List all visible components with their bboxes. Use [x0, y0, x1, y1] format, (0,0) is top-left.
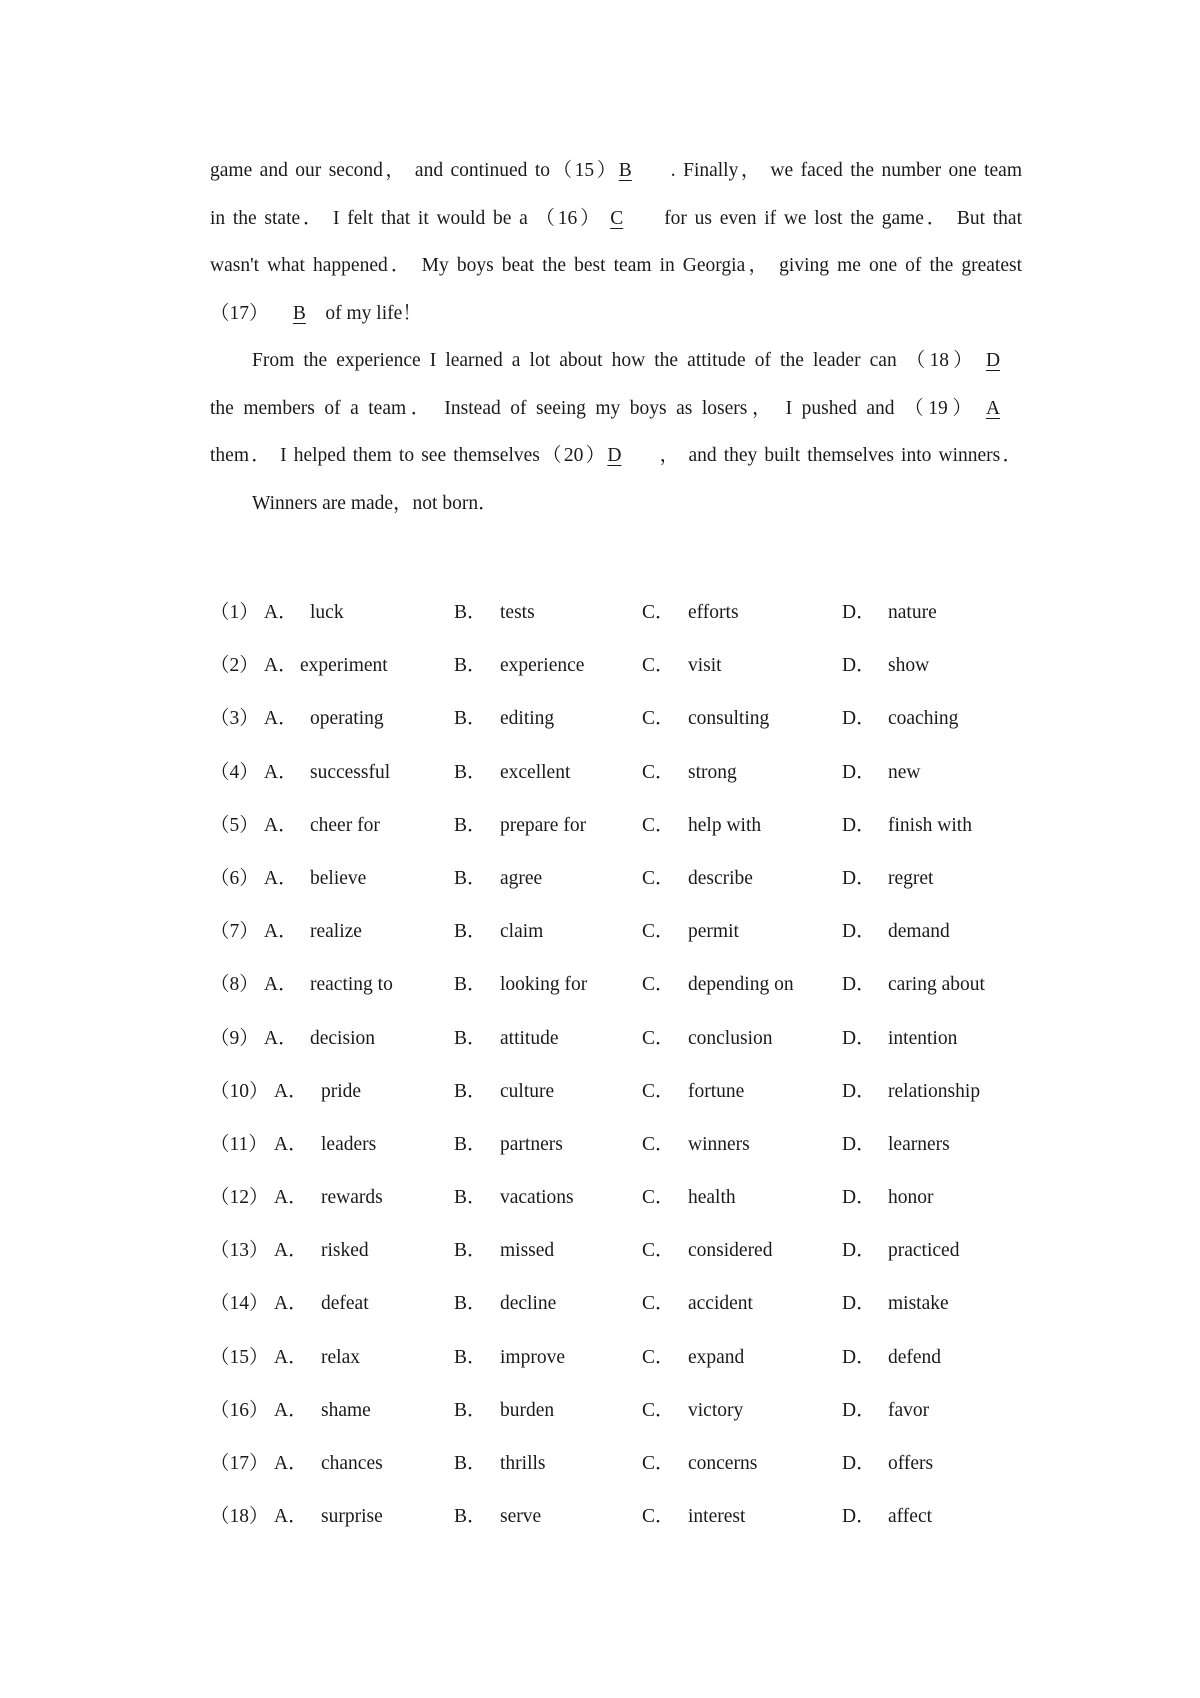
option-text-d: learners	[888, 1133, 950, 1155]
option-text-b: thrills	[500, 1453, 546, 1474]
option-label-c: C．	[642, 974, 675, 996]
option-row	[210, 905, 1022, 958]
option-label-b: B．	[454, 1399, 487, 1421]
option-text-c: strong	[688, 761, 737, 783]
question-number: （18）	[210, 1506, 269, 1528]
option-label-a: A．	[274, 1506, 308, 1528]
option-text-d: regret	[888, 867, 934, 889]
option-text-b: attitude	[500, 1027, 559, 1049]
option-label-d: D．	[842, 1399, 876, 1421]
option-label-d: D．	[842, 1453, 876, 1474]
option-text-a: pride	[321, 1080, 362, 1102]
passage-line	[210, 290, 1022, 338]
option-label-d: D．	[842, 602, 876, 623]
question-number: （7）	[210, 921, 259, 943]
option-text-c: help with	[688, 814, 762, 836]
option-label-b: B．	[454, 814, 487, 836]
option-label-b: B．	[454, 1240, 487, 1262]
option-label-c: C．	[642, 1027, 675, 1049]
question-number: （2）	[210, 655, 259, 677]
option-row	[210, 692, 1022, 745]
passage	[210, 147, 1022, 527]
option-label-c: C．	[642, 1293, 675, 1315]
option-text-c: permit	[688, 921, 739, 943]
option-label-b: B．	[454, 602, 487, 623]
option-row	[210, 1012, 1022, 1065]
option-text-b: tests	[500, 602, 535, 623]
option-label-a: A．	[274, 1133, 308, 1155]
option-text-b: editing	[500, 708, 555, 730]
option-row	[210, 852, 1022, 905]
option-label-b: B．	[454, 921, 487, 943]
question-number: （1）	[210, 602, 259, 623]
question-number: （6）	[210, 867, 259, 889]
passage-line	[210, 337, 1022, 385]
option-text-b: vacations	[500, 1187, 574, 1209]
option-text-c: visit	[688, 655, 722, 677]
option-row	[210, 1065, 1022, 1118]
answer-blank: C	[610, 207, 624, 229]
answer-blank: B	[292, 302, 306, 324]
passage-text: ， and they built themselves into winners．	[657, 445, 1022, 466]
option-text-b: partners	[500, 1133, 563, 1155]
question-number: （9）	[210, 1027, 259, 1049]
question-number: （5）	[210, 814, 259, 836]
option-label-a: A．	[274, 1080, 308, 1102]
option-label-c: C．	[642, 602, 675, 623]
option-label-c: C．	[642, 1453, 675, 1474]
passage-line	[210, 385, 1022, 433]
option-label-c: C．	[642, 655, 675, 677]
option-label-d: D．	[842, 1346, 876, 1368]
option-row	[210, 1118, 1022, 1171]
option-text-a: reacting to	[310, 974, 393, 996]
option-label-b: B．	[454, 974, 487, 996]
question-number: （15）	[210, 1346, 269, 1368]
option-row	[210, 639, 1022, 692]
option-text-a: rewards	[321, 1187, 383, 1209]
option-label-a: A．	[274, 1453, 308, 1474]
option-label-a: A．	[264, 921, 298, 943]
option-row	[210, 1437, 1022, 1490]
option-row	[210, 1224, 1022, 1277]
answer-blank: D	[986, 350, 1001, 371]
option-text-c: concerns	[688, 1453, 758, 1474]
question-number: （13）	[210, 1240, 269, 1262]
option-text-d: new	[888, 761, 921, 783]
option-label-c: C．	[642, 1506, 675, 1528]
option-label-a: A．	[264, 708, 298, 730]
option-text-d: favor	[888, 1399, 930, 1421]
option-text-d: coaching	[888, 708, 959, 730]
option-label-c: C．	[642, 1187, 675, 1209]
option-label-b: B．	[454, 1133, 487, 1155]
option-text-a: surprise	[321, 1506, 383, 1528]
option-label-c: C．	[642, 1399, 675, 1421]
passage-line: wasn't what happened． My boys beat the best team in Georgia， giving me one of the greatest	[210, 255, 1022, 276]
option-label-c: C．	[642, 761, 675, 783]
option-row	[210, 586, 1022, 639]
option-text-a: successful	[310, 761, 391, 783]
options-list	[210, 586, 1022, 1543]
option-text-b: burden	[500, 1399, 555, 1421]
option-label-a: A．	[274, 1399, 308, 1421]
option-label-d: D．	[842, 1080, 876, 1102]
option-text-b: experience	[500, 655, 585, 677]
option-label-a: A．	[264, 655, 298, 677]
option-text-c: accident	[688, 1293, 753, 1315]
option-label-a: A．	[264, 867, 298, 889]
option-label-b: B．	[454, 1506, 487, 1528]
option-text-a: realize	[310, 921, 362, 943]
option-text-b: excellent	[500, 761, 571, 783]
passage-line	[210, 432, 1022, 480]
option-text-b: missed	[500, 1240, 555, 1262]
option-text-d: honor	[888, 1187, 934, 1209]
option-text-a: believe	[310, 867, 367, 889]
passage-text: of my life！	[325, 302, 422, 324]
option-label-b: B．	[454, 761, 487, 783]
option-label-c: C．	[642, 708, 675, 730]
option-label-b: B．	[454, 1293, 487, 1315]
answer-blank: B	[618, 160, 632, 181]
option-label-d: D．	[842, 708, 876, 730]
passage-text: （17）	[210, 302, 269, 324]
option-text-a: cheer for	[310, 814, 380, 836]
option-label-d: D．	[842, 814, 876, 836]
option-label-d: D．	[842, 1027, 876, 1049]
question-number: （3）	[210, 708, 259, 730]
option-text-c: health	[688, 1187, 736, 1209]
option-label-a: A．	[274, 1346, 308, 1368]
option-label-d: D．	[842, 974, 876, 996]
option-label-d: D．	[842, 1133, 876, 1155]
option-row	[210, 1490, 1022, 1543]
passage-text: for us even if we lost the game． But that	[664, 207, 1022, 229]
option-text-a: chances	[321, 1453, 383, 1474]
option-text-a: risked	[321, 1240, 369, 1262]
option-row	[210, 1171, 1022, 1224]
option-label-c: C．	[642, 1240, 675, 1262]
option-text-b: looking for	[500, 974, 588, 996]
passage-line	[210, 147, 1022, 195]
option-text-c: fortune	[688, 1080, 745, 1102]
question-number: （17）	[210, 1453, 269, 1474]
passage-text: game and our second， and continued to（15）	[210, 160, 619, 181]
option-text-d: defend	[888, 1346, 942, 1368]
option-label-d: D．	[842, 761, 876, 783]
question-number: （14）	[210, 1293, 269, 1315]
option-label-b: B．	[454, 867, 487, 889]
passage-line	[210, 195, 1022, 243]
option-text-a: experiment	[300, 655, 388, 677]
option-text-c: victory	[688, 1399, 744, 1421]
option-text-b: prepare for	[500, 814, 587, 836]
option-row	[210, 1277, 1022, 1330]
option-label-a: A．	[264, 602, 298, 623]
question-number: （12）	[210, 1187, 269, 1209]
option-label-d: D．	[842, 1240, 876, 1262]
option-row	[210, 1384, 1022, 1437]
option-text-d: offers	[888, 1453, 934, 1474]
option-label-d: D．	[842, 1506, 876, 1528]
passage-text: them． I helped them to see themselves（20）	[210, 445, 608, 466]
option-text-d: demand	[888, 921, 950, 943]
option-text-a: luck	[310, 602, 344, 623]
option-text-c: describe	[688, 867, 753, 889]
option-text-d: affect	[888, 1506, 933, 1528]
passage-text: From the experience I learned a lot about how the attitude of the leader can （18）	[252, 350, 977, 371]
option-label-b: B．	[454, 1080, 487, 1102]
passage-text: . Finally， we faced the number one team	[670, 160, 1023, 181]
option-text-c: consulting	[688, 708, 770, 730]
option-label-b: B．	[454, 1453, 487, 1474]
option-text-c: considered	[688, 1240, 773, 1262]
option-label-a: A．	[264, 974, 298, 996]
option-row	[210, 1331, 1022, 1384]
option-text-c: depending on	[688, 974, 794, 996]
question-number: （8）	[210, 974, 259, 996]
option-text-c: efforts	[688, 602, 739, 623]
option-label-c: C．	[642, 1080, 675, 1102]
option-label-b: B．	[454, 1187, 487, 1209]
passage-line: Winners are made，not born．	[252, 492, 498, 514]
option-label-a: A．	[274, 1293, 308, 1315]
option-text-c: expand	[688, 1346, 745, 1368]
answer-blank: D	[607, 445, 622, 466]
option-label-a: A．	[264, 814, 298, 836]
option-label-c: C．	[642, 921, 675, 943]
option-text-a: operating	[310, 708, 384, 730]
option-label-c: C．	[642, 867, 675, 889]
option-text-b: culture	[500, 1080, 555, 1102]
option-text-d: finish with	[888, 814, 972, 836]
option-text-b: serve	[500, 1506, 542, 1528]
passage-text: in the state． I felt that it would be a （16）	[210, 207, 603, 229]
option-label-b: B．	[454, 1346, 487, 1368]
option-label-b: B．	[454, 1027, 487, 1049]
option-text-d: mistake	[888, 1293, 949, 1315]
question-number: （4）	[210, 761, 259, 783]
option-label-d: D．	[842, 921, 876, 943]
option-label-c: C．	[642, 1133, 675, 1155]
option-text-b: claim	[500, 921, 544, 943]
option-text-d: nature	[888, 602, 937, 623]
option-label-c: C．	[642, 1346, 675, 1368]
option-text-d: practiced	[888, 1240, 960, 1262]
option-text-d: intention	[888, 1027, 958, 1049]
option-row	[210, 746, 1022, 799]
option-text-a: leaders	[321, 1133, 377, 1155]
question-number: （11）	[210, 1133, 268, 1155]
option-text-d: show	[888, 655, 930, 677]
option-label-d: D．	[842, 867, 876, 889]
option-row	[210, 958, 1022, 1011]
option-label-a: A．	[264, 761, 298, 783]
option-label-d: D．	[842, 1187, 876, 1209]
option-label-a: A．	[274, 1240, 308, 1262]
option-label-d: D．	[842, 655, 876, 677]
option-label-a: A．	[274, 1187, 308, 1209]
option-text-d: caring about	[888, 974, 985, 996]
option-label-b: B．	[454, 708, 487, 730]
option-text-a: relax	[321, 1346, 360, 1368]
option-text-a: shame	[321, 1399, 371, 1421]
passage-text: the members of a team． Instead of seeing my boys as losers， I pushed and （19）	[210, 397, 977, 419]
option-label-b: B．	[454, 655, 487, 677]
option-text-b: agree	[500, 867, 543, 889]
option-label-c: C．	[642, 814, 675, 836]
question-number: （10）	[210, 1080, 269, 1102]
answer-blank: A	[986, 397, 1001, 419]
option-text-c: interest	[688, 1506, 746, 1528]
option-text-a: decision	[310, 1027, 375, 1049]
question-number: （16）	[210, 1399, 269, 1421]
option-label-a: A．	[264, 1027, 298, 1049]
option-text-c: winners	[688, 1133, 750, 1155]
option-text-d: relationship	[888, 1080, 981, 1102]
option-row	[210, 799, 1022, 852]
option-text-c: conclusion	[688, 1027, 773, 1049]
option-text-b: improve	[500, 1346, 565, 1368]
option-label-d: D．	[842, 1293, 876, 1315]
option-text-b: decline	[500, 1293, 557, 1315]
option-text-a: defeat	[321, 1293, 369, 1315]
